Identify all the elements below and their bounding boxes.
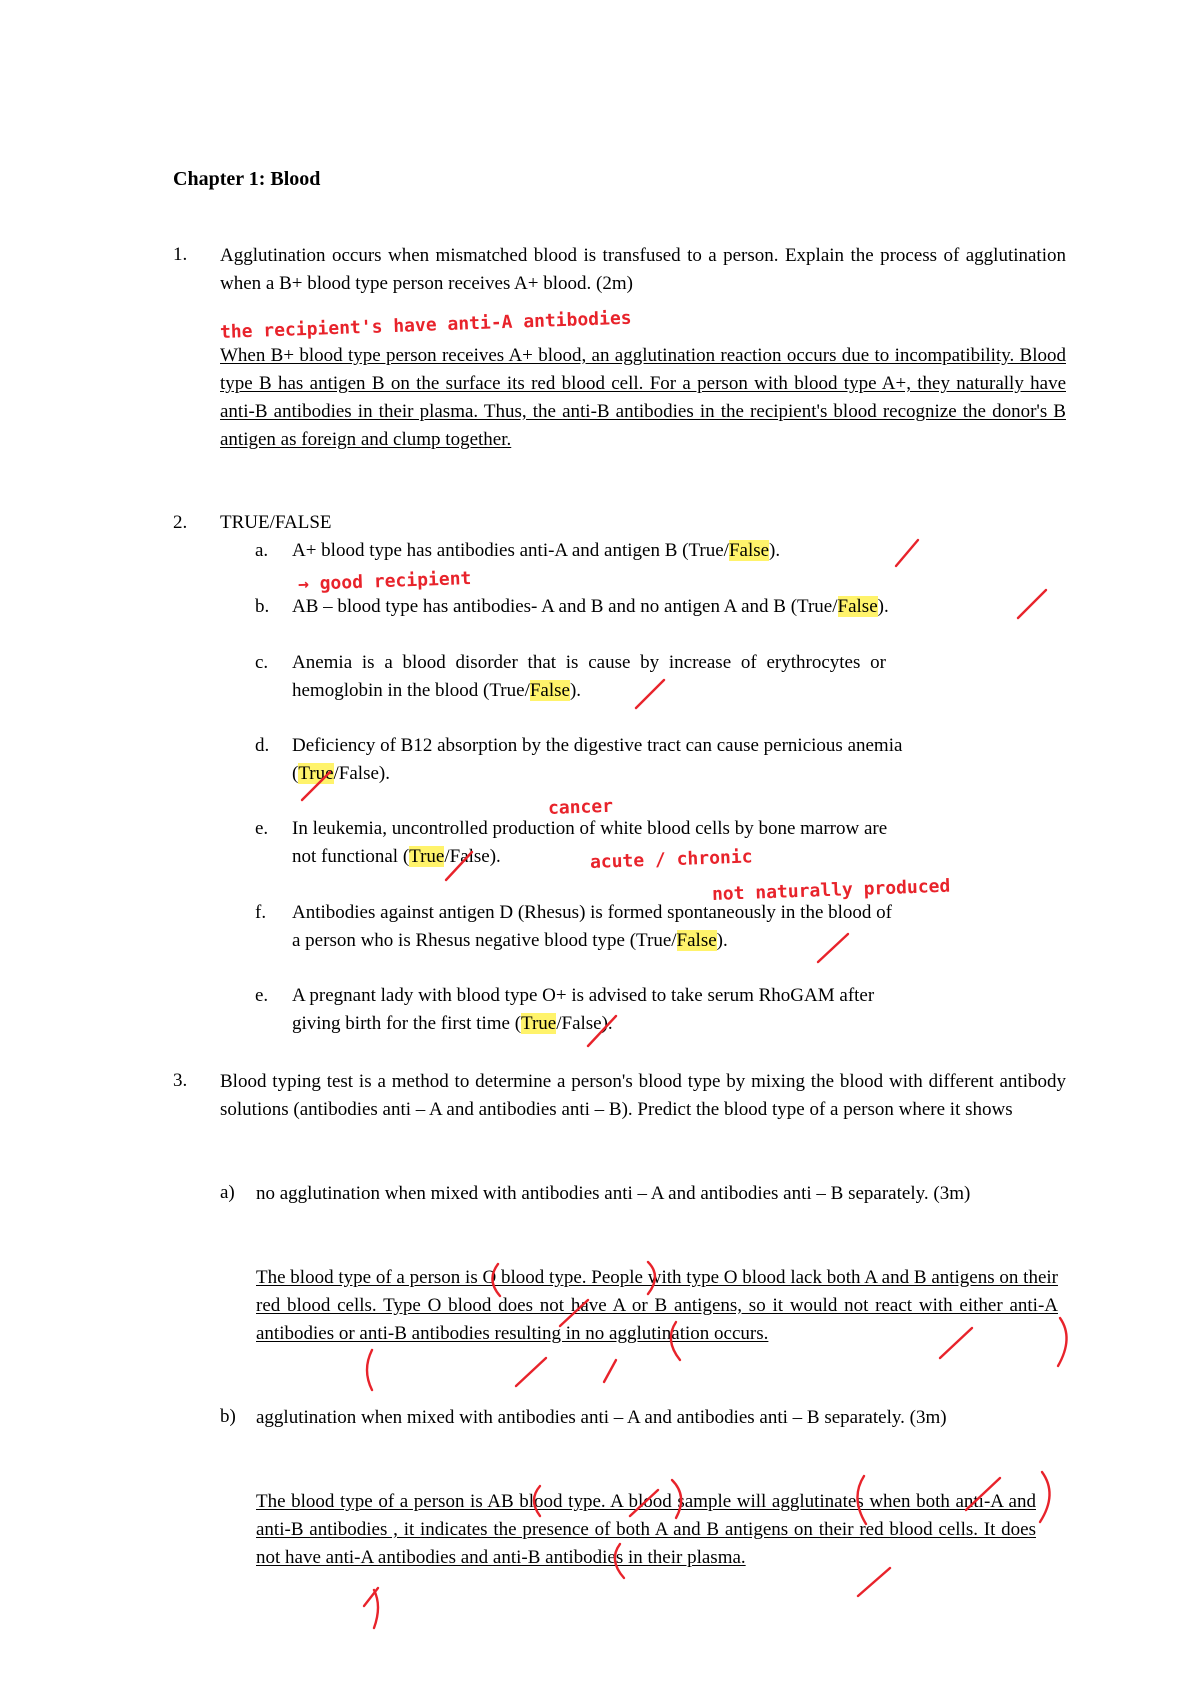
q2f-line1: Antibodies against antigen D (Rhesus) is formed spontaneously in the blood of	[292, 902, 892, 923]
q3a-question: no agglutination when mixed with antibodies anti – A and antibodies anti – B separately. (3m)	[256, 1183, 971, 1204]
tick-q2a	[896, 540, 918, 566]
q2d-line1: Deficiency of B12 absorption by the digestive tract can cause pernicious anemia	[292, 735, 903, 756]
q3a-letter: a)	[220, 1182, 235, 1203]
bracket-q3b-6	[374, 1590, 378, 1628]
q2-heading: TRUE/FALSE	[220, 512, 332, 533]
q2c-line1: Anemia is a blood disorder that is cause by increase of erythrocytes or	[292, 652, 886, 673]
q2c-line2: hemoglobin in the blood (True/False).	[292, 680, 582, 701]
q1-handwritten-note: the recipient's have anti-A antibodies	[219, 307, 632, 343]
tick-q3a-3	[516, 1358, 546, 1386]
q2a-statement: A+ blood type has antibodies anti-A and antigen B (True/False).	[292, 540, 781, 561]
note-good-recipient: → good recipient	[297, 567, 472, 595]
tick-q2b	[1018, 590, 1046, 618]
q2c-letter: c.	[255, 652, 269, 673]
bracket-q3b-4	[1040, 1472, 1050, 1522]
tick-q2c	[636, 680, 664, 708]
note-acute-chronic: acute / chronic	[589, 846, 753, 873]
q2f-line2: a person who is Rhesus negative blood type (True/False).	[292, 930, 728, 951]
q2e-line1: In leukemia, uncontrolled production of white blood cells by bone marrow are	[292, 818, 888, 839]
q1-number: 1.	[173, 244, 188, 265]
q2a-answer-highlight: False	[728, 540, 770, 561]
q2g-line2: giving birth for the first time (True/False).	[292, 1013, 613, 1034]
q2b-answer-highlight: False	[837, 596, 878, 617]
chapter-title: Chapter 1: Blood	[173, 168, 321, 190]
tick-q3b-3	[858, 1568, 890, 1596]
q2f-answer-highlight: False	[676, 930, 717, 951]
q3b-answer: The blood type of a person is AB blood type. A blood sample will agglutinates when both anti-A and anti-B antibodies , it indicates the presence of both A and B antigens on their red blood cells. It does not have anti-A antibodies and anti-B antibodies in their plasma.	[256, 1491, 1036, 1568]
q2e-line2: not functional (True/False).	[292, 846, 501, 867]
q2d-letter: d.	[255, 735, 270, 756]
q2g-letter: e.	[255, 985, 269, 1006]
q2d-line2: (True/False).	[292, 763, 390, 784]
q1-question: Agglutination occurs when mismatched blood is transfused to a person. Explain the process of agglutination when a B+ blood type person receives A+ blood. (2m)	[220, 245, 1066, 294]
q2g-answer-highlight: True	[521, 1013, 557, 1034]
q2e-letter: e.	[255, 818, 269, 839]
q2d-answer-highlight: True	[298, 763, 334, 784]
q1-answer: When B+ blood type person receives A+ blood, an agglutination reaction occurs due to incompatibility. Blood type B has antigen B on the surface its red blood cell. For a person with blood type A+, they naturally have anti-B antibodies in their plasma. Thus, the anti-B antibodies in the recipient's blood recognize the donor's B antigen as foreign and clump together.	[220, 345, 1066, 450]
q2g-line1: A pregnant lady with blood type O+ is advised to take serum RhoGAM after	[292, 985, 875, 1006]
bracket-q3a-5	[367, 1350, 372, 1390]
q2e-answer-highlight: True	[409, 846, 445, 867]
bracket-q3a-4	[1058, 1318, 1067, 1366]
q2a-letter: a.	[255, 540, 269, 561]
q2b-letter: b.	[255, 596, 270, 617]
q2-number: 2.	[173, 512, 188, 533]
note-not-naturally-produced: not naturally produced	[711, 875, 951, 905]
note-cancer: cancer	[547, 795, 614, 819]
q2b-statement: AB – blood type has antibodies- A and B and no antigen A and B (True/False).	[292, 596, 889, 617]
tick-q2f	[818, 934, 848, 962]
q3-number: 3.	[173, 1070, 188, 1091]
q2f-letter: f.	[255, 902, 267, 923]
q3b-letter: b)	[220, 1406, 236, 1427]
tick-q3a-4	[604, 1360, 616, 1382]
q3b-question: agglutination when mixed with antibodies anti – A and antibodies anti – B separately. (3m)	[256, 1407, 947, 1428]
q3a-answer: The blood type of a person is O blood type. People with type O blood lack both A and B antigens on their red blood cells. Type O blood does not have A or B antigens, so it would not react with either anti-A antibodies or anti-B antibodies resulting in no agglutination occurs.	[256, 1267, 1058, 1344]
tick-q3b-4	[364, 1588, 378, 1606]
q3-question: Blood typing test is a method to determine a person's blood type by mixing the blood with different antibody solutions (antibodies anti – A and antibodies anti – B). Predict the blood type of a person where it shows	[220, 1071, 1066, 1120]
q2c-answer-highlight: False	[529, 680, 570, 701]
